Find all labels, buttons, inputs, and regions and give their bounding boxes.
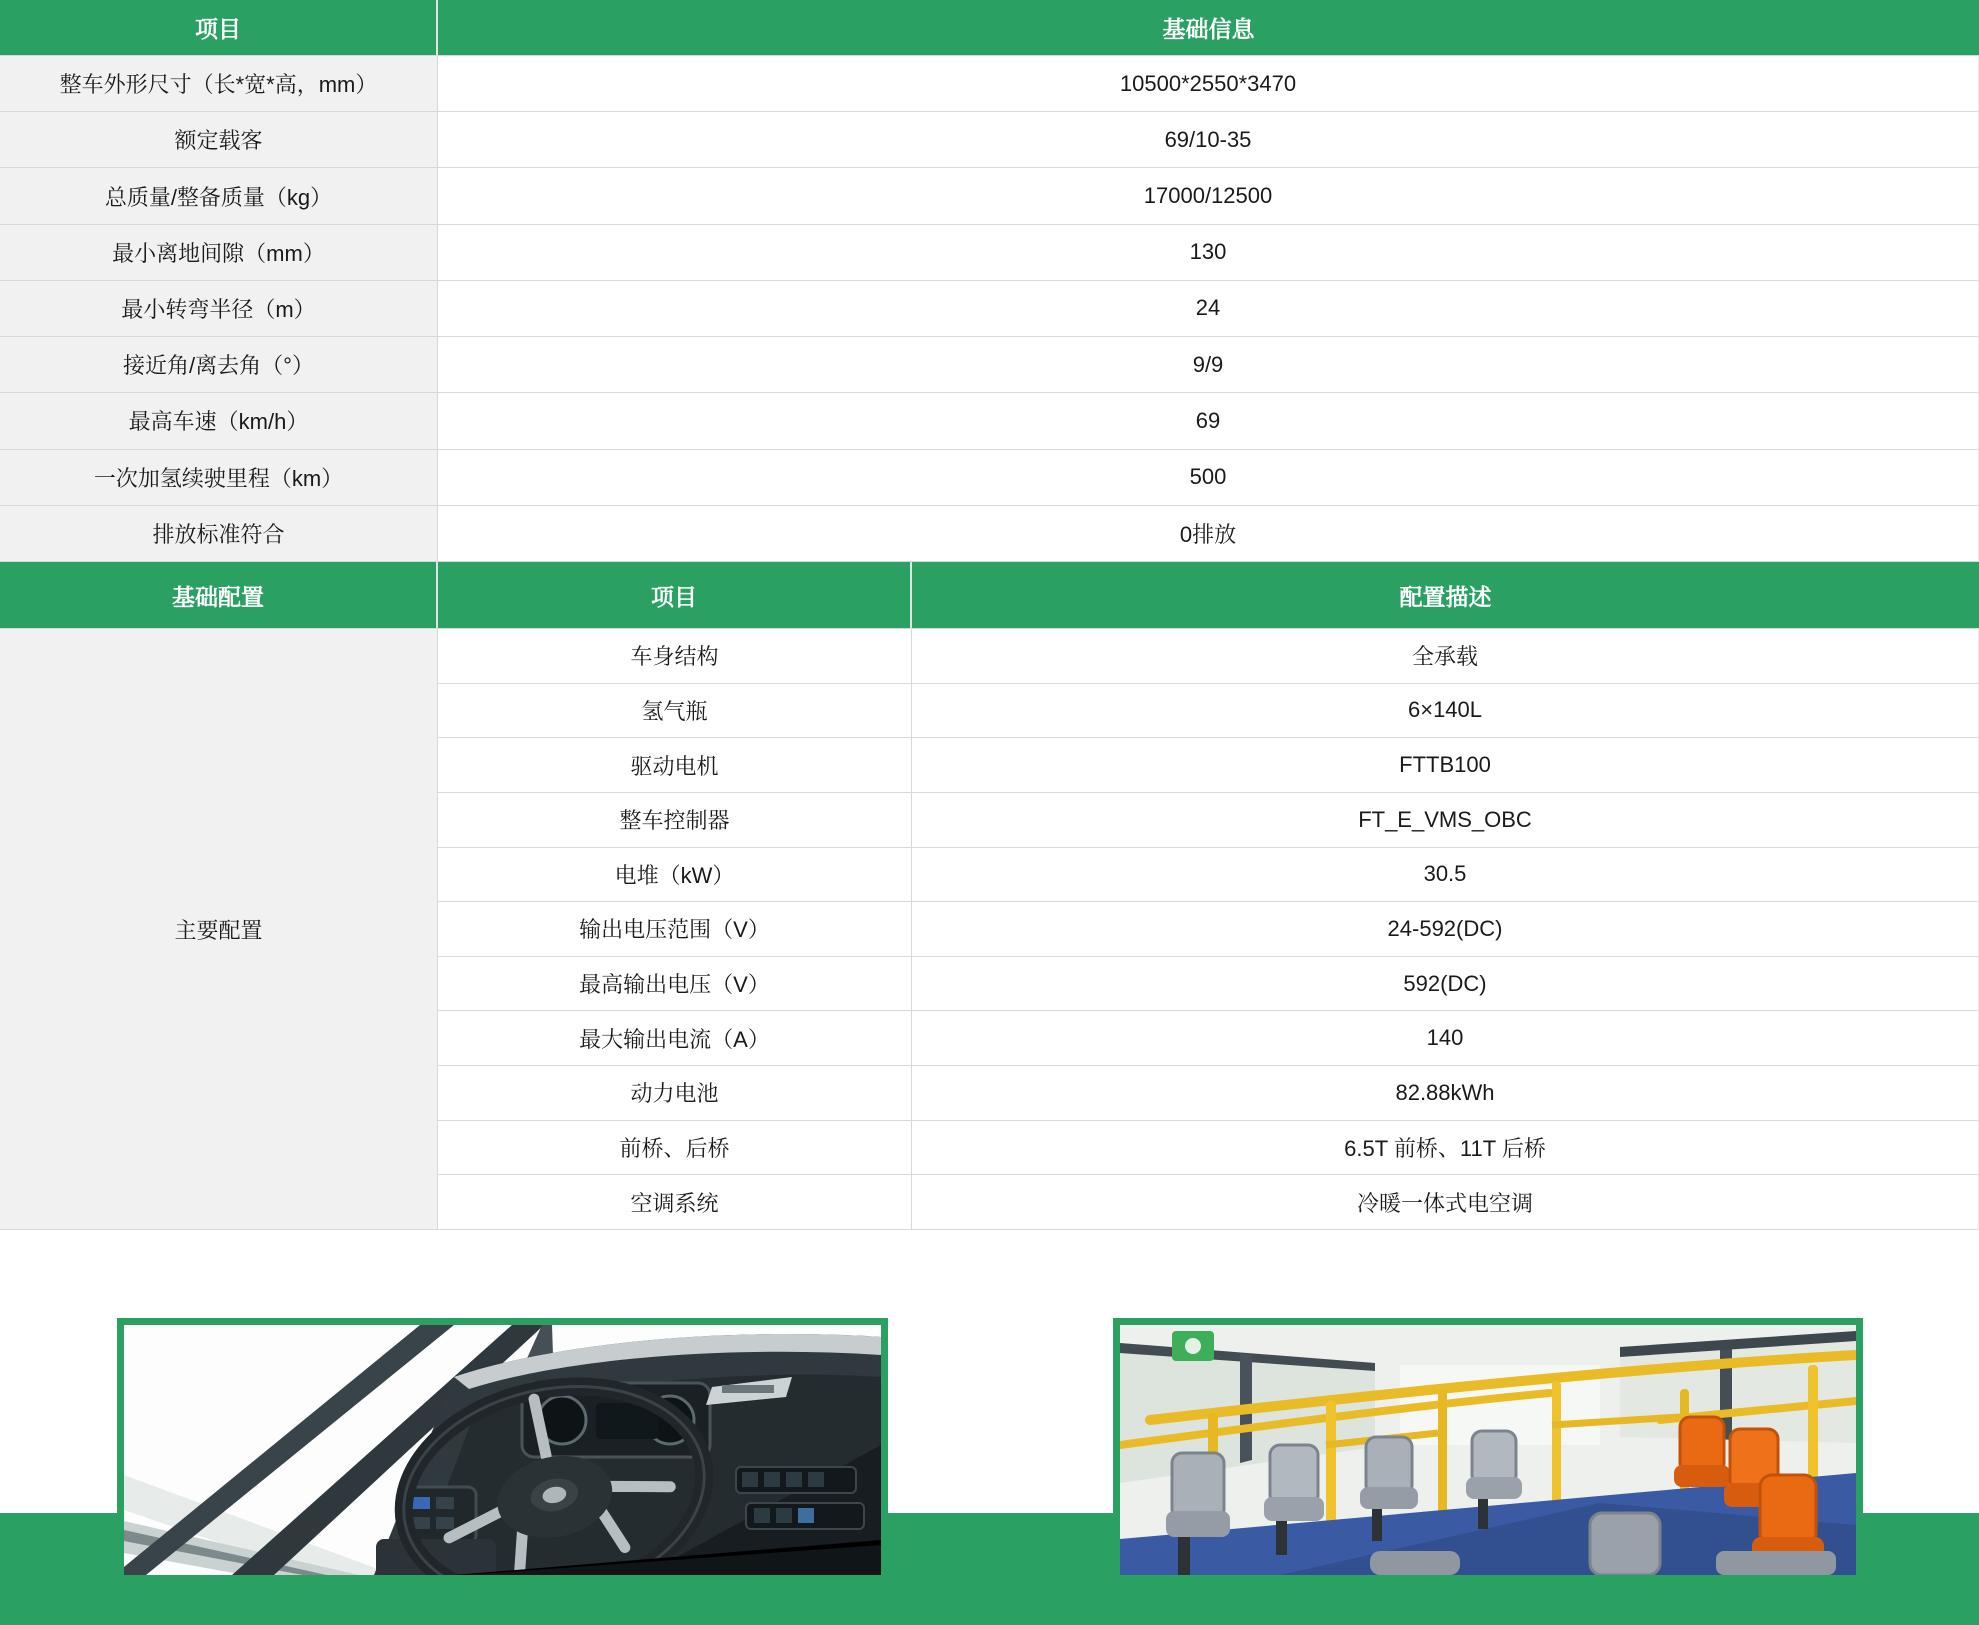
interior-illustration <box>1120 1325 1856 1575</box>
spec-value-emission: 0排放 <box>438 506 1979 562</box>
green-decal <box>1172 1331 1214 1361</box>
spec-label-dimensions: 整车外形尺寸（长*宽*高，mm） <box>0 56 438 112</box>
basic-info-table <box>0 0 1979 562</box>
spec-label-capacity: 额定载客 <box>0 112 438 168</box>
spec-value-approach-angle: 9/9 <box>438 337 1979 393</box>
config-label-ac-system: 空调系统 <box>438 1175 912 1230</box>
spec-value-turning-radius: 24 <box>438 281 1979 337</box>
spec-value-mass: 17000/12500 <box>438 168 1979 224</box>
spec-label-range: 一次加氢续驶里程（km） <box>0 450 438 506</box>
cockpit-photo <box>117 1318 888 1582</box>
config-value-power-battery: 82.88kWh <box>912 1066 1979 1121</box>
table2-header-item: 项目 <box>438 562 912 629</box>
config-value-drive-motor: FTTB100 <box>912 738 1979 793</box>
config-label-axles: 前桥、后桥 <box>438 1121 912 1176</box>
cockpit-illustration <box>124 1325 881 1575</box>
config-label-vehicle-controller: 整车控制器 <box>438 793 912 848</box>
table2-header-group: 基础配置 <box>0 562 438 629</box>
spec-label-turning-radius: 最小转弯半径（m） <box>0 281 438 337</box>
config-value-hydrogen-cylinder: 6×140L <box>912 684 1979 739</box>
spec-value-range: 500 <box>438 450 1979 506</box>
table1-header-info: 基础信息 <box>438 0 1979 56</box>
spec-label-approach-angle: 接近角/离去角（°） <box>0 337 438 393</box>
config-label-voltage-range: 输出电压范围（V） <box>438 902 912 957</box>
config-value-vehicle-controller: FT_E_VMS_OBC <box>912 793 1979 848</box>
config-label-hydrogen-cylinder: 氢气瓶 <box>438 684 912 739</box>
spec-label-max-speed: 最高车速（km/h） <box>0 393 438 449</box>
config-value-max-voltage: 592(DC) <box>912 957 1979 1012</box>
config-value-body-structure: 全承载 <box>912 629 1979 684</box>
table1-header-item: 项目 <box>0 0 438 56</box>
spec-value-max-speed: 69 <box>438 393 1979 449</box>
spec-label-emission: 排放标准符合 <box>0 506 438 562</box>
spec-value-capacity: 69/10-35 <box>438 112 1979 168</box>
table2-header-desc: 配置描述 <box>912 562 1979 629</box>
config-label-power-battery: 动力电池 <box>438 1066 912 1121</box>
config-value-ac-system: 冷暖一体式电空调 <box>912 1175 1979 1230</box>
spec-value-dimensions: 10500*2550*3470 <box>438 56 1979 112</box>
config-label-max-current: 最大输出电流（A） <box>438 1011 912 1066</box>
config-value-fuel-cell-stack: 30.5 <box>912 848 1979 903</box>
spec-label-mass: 总质量/整备质量（kg） <box>0 168 438 224</box>
config-label-drive-motor: 驱动电机 <box>438 738 912 793</box>
config-value-axles: 6.5T 前桥、11T 后桥 <box>912 1121 1979 1176</box>
config-label-body-structure: 车身结构 <box>438 629 912 684</box>
config-label-max-voltage: 最高输出电压（V） <box>438 957 912 1012</box>
config-label-fuel-cell-stack: 电堆（kW） <box>438 848 912 903</box>
config-value-voltage-range: 24-592(DC) <box>912 902 1979 957</box>
config-value-max-current: 140 <box>912 1011 1979 1066</box>
configuration-table <box>0 562 1979 1230</box>
spec-value-ground-clearance: 130 <box>438 225 1979 281</box>
config-group-label: 主要配置 <box>0 629 438 1230</box>
spec-label-ground-clearance: 最小离地间隙（mm） <box>0 225 438 281</box>
interior-photo <box>1113 1318 1863 1582</box>
